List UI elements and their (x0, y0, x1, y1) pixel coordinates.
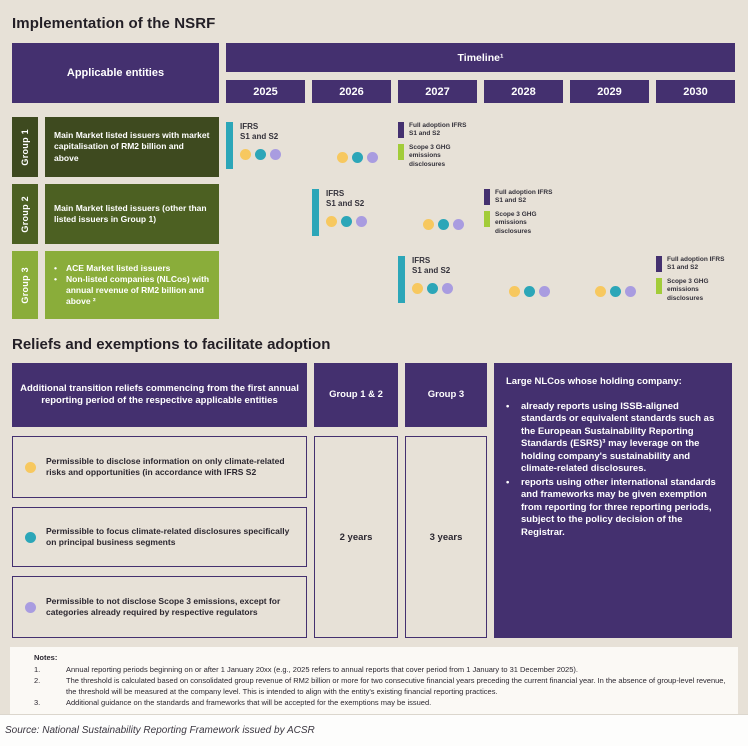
lavender-dot-icon (356, 216, 367, 227)
year-header-2030: 2030 (656, 80, 735, 103)
group1-full-adoption (398, 117, 477, 177)
group12-relief-period: 2 years (314, 436, 398, 638)
year-header-2026: 2026 (312, 80, 391, 103)
group3-label-strip (12, 251, 38, 319)
relief-row-climate-only: Permissible to disclose information on only climate-related risks and opportunities (in accordance with IFRS S2 (12, 436, 307, 498)
relief-dots (595, 286, 636, 297)
timeline-title-bar: Timeline¹ (226, 43, 735, 72)
full-adoption-item: Full adoption IFRS S1 and S2 (484, 189, 563, 205)
start-milestone-label: IFRS S1 and S2 (326, 189, 365, 208)
yellow-dot-icon (423, 219, 434, 230)
year-header-2028: 2028 (484, 80, 563, 103)
relief-dots (412, 283, 453, 294)
group2-label: Group 2 (20, 195, 30, 233)
lime-bar-icon (398, 144, 404, 160)
nlcos-title: Large NLCos whose holding company: (506, 376, 682, 387)
reliefs-section-title: Reliefs and exemptions to facilitate adoption (12, 336, 331, 353)
relief-dots (423, 219, 464, 230)
teal-bar-icon (226, 122, 233, 169)
teal-dot-icon (341, 216, 352, 227)
lavender-dot-icon (367, 152, 378, 163)
group3-bullet: • ACE Market listed issuers (54, 262, 171, 273)
page-title: Implementation of the NSRF (12, 15, 216, 32)
teal-dot-icon (438, 219, 449, 230)
reliefs-table (12, 363, 738, 638)
group2-full-adoption (484, 184, 563, 244)
group2-dots-2027 (398, 184, 477, 244)
timeline-header (12, 43, 738, 103)
group1-dots-2026 (312, 117, 391, 177)
group3-row (12, 251, 738, 319)
relief-row-scope3: Permissible to not disclose Scope 3 emissions, except for categories already required by respective regulators (12, 576, 307, 638)
relief-row-business-segments: Permissible to focus climate-related disclosures specifically on principal business segments (12, 507, 307, 567)
source-attribution: Source: National Sustainability Reporting Framework issued by ACSR (5, 725, 315, 736)
group3-dots-2028 (484, 251, 563, 319)
yellow-dot-icon (595, 286, 606, 297)
group3-dots-2029 (570, 251, 649, 319)
group3-full-adoption (656, 251, 735, 319)
bullet-icon: • (54, 273, 57, 284)
nlcos-exemption-box (494, 363, 732, 638)
scope3-item: Scope 3 GHG emissions disclosures (656, 278, 735, 302)
teal-dot-icon (255, 149, 266, 160)
group3-label: Group 3 (20, 266, 30, 304)
bullet-icon: • (506, 476, 510, 488)
lime-bar-icon (656, 278, 662, 294)
full-adoption-item: Full adoption IFRS S1 and S2 (656, 256, 735, 272)
scope3-item: Scope 3 GHG emissions disclosures (484, 211, 563, 235)
reliefs-header: Additional transition reliefs commencing from the first annual reporting period of the respective applicable entities (12, 363, 307, 427)
note-item: 1. Annual reporting periods beginning on or after 1 January 20xx (e.g., 2025 refers to annual reports that cover period from 1 January to 31 December 2025). (34, 664, 578, 674)
note-item: 2. The threshold is calculated based on consolidated group revenue of RM2 billion or more for two consecutive financial years preceding the current financial year. In the absence of group-level revenue, the threshold will be measured at the company level. This is intended to align with the entity's existing financial reporting practices. (34, 675, 726, 696)
year-header-2029: 2029 (570, 80, 649, 103)
yellow-dot-icon (240, 149, 251, 160)
lavender-dot-icon (442, 283, 453, 294)
column-header-group3: Group 3 (405, 363, 487, 427)
yellow-dot-icon (412, 283, 423, 294)
column-header-group12: Group 1 & 2 (314, 363, 398, 427)
scope3-item: Scope 3 GHG emissions disclosures (398, 144, 477, 168)
group2-row (12, 184, 738, 244)
lavender-dot-icon (453, 219, 464, 230)
note-item: 3. Additional guidance on the standards and frameworks that will be accepted for the exemptions may be issued. (34, 697, 432, 707)
yellow-dot-icon (25, 462, 36, 473)
relief-dots (240, 149, 281, 160)
group3-relief-period: 3 years (405, 436, 487, 638)
group3-bullet: • Non-listed companies (NLCos) with annual revenue of RM2 billion and above ² (54, 273, 210, 307)
notes-heading: Notes: (34, 653, 58, 662)
yellow-dot-icon (509, 286, 520, 297)
group2-description: Main Market listed issuers (other than listed issuers in Group 1) (45, 184, 219, 244)
purple-bar-icon (656, 256, 662, 272)
start-milestone-label: IFRS S1 and S2 (412, 256, 451, 275)
lavender-dot-icon (625, 286, 636, 297)
group1-label-strip (12, 117, 38, 177)
relief-dots (337, 152, 378, 163)
lavender-dot-icon (25, 602, 36, 613)
relief-dots (326, 216, 367, 227)
group1-start-milestone (226, 117, 305, 177)
notes-panel (10, 647, 738, 716)
year-header-2025: 2025 (226, 80, 305, 103)
bullet-icon: • (54, 262, 57, 273)
group3-description (45, 251, 219, 319)
lavender-dot-icon (270, 149, 281, 160)
teal-dot-icon (427, 283, 438, 294)
teal-dot-icon (352, 152, 363, 163)
group2-start-milestone (312, 184, 391, 244)
bullet-icon: • (506, 400, 510, 412)
full-adoption-item: Full adoption IFRS S1 and S2 (398, 122, 477, 138)
teal-dot-icon (524, 286, 535, 297)
relief-dots (509, 286, 550, 297)
source-strip (0, 714, 748, 746)
lavender-dot-icon (539, 286, 550, 297)
nlcos-bullet: • reports using other international standards and frameworks may be given exemption from reporting for three reporting periods, subject to the policy decision of the Registrar. (506, 476, 716, 538)
yellow-dot-icon (326, 216, 337, 227)
teal-dot-icon (25, 532, 36, 543)
nlcos-bullet: • already reports using ISSB-aligned standards or equivalent standards such as the European Sustainability Reporting Standards (ESRS)³ may leverage on the holding company's sustainability and climate-related disclosures. (506, 400, 715, 475)
purple-bar-icon (484, 189, 490, 205)
group2-label-strip (12, 184, 38, 244)
group3-start-milestone (398, 251, 477, 319)
lime-bar-icon (484, 211, 490, 227)
group1-label: Group 1 (20, 128, 30, 166)
purple-bar-icon (398, 122, 404, 138)
teal-dot-icon (610, 286, 621, 297)
applicable-entities-header: Applicable entities (12, 43, 219, 103)
teal-bar-icon (398, 256, 405, 303)
yellow-dot-icon (337, 152, 348, 163)
year-header-2027: 2027 (398, 80, 477, 103)
start-milestone-label: IFRS S1 and S2 (240, 122, 279, 141)
group1-row (12, 117, 738, 177)
group1-description: Main Market listed issuers with market capitalisation of RM2 billion and above (45, 117, 219, 177)
teal-bar-icon (312, 189, 319, 236)
